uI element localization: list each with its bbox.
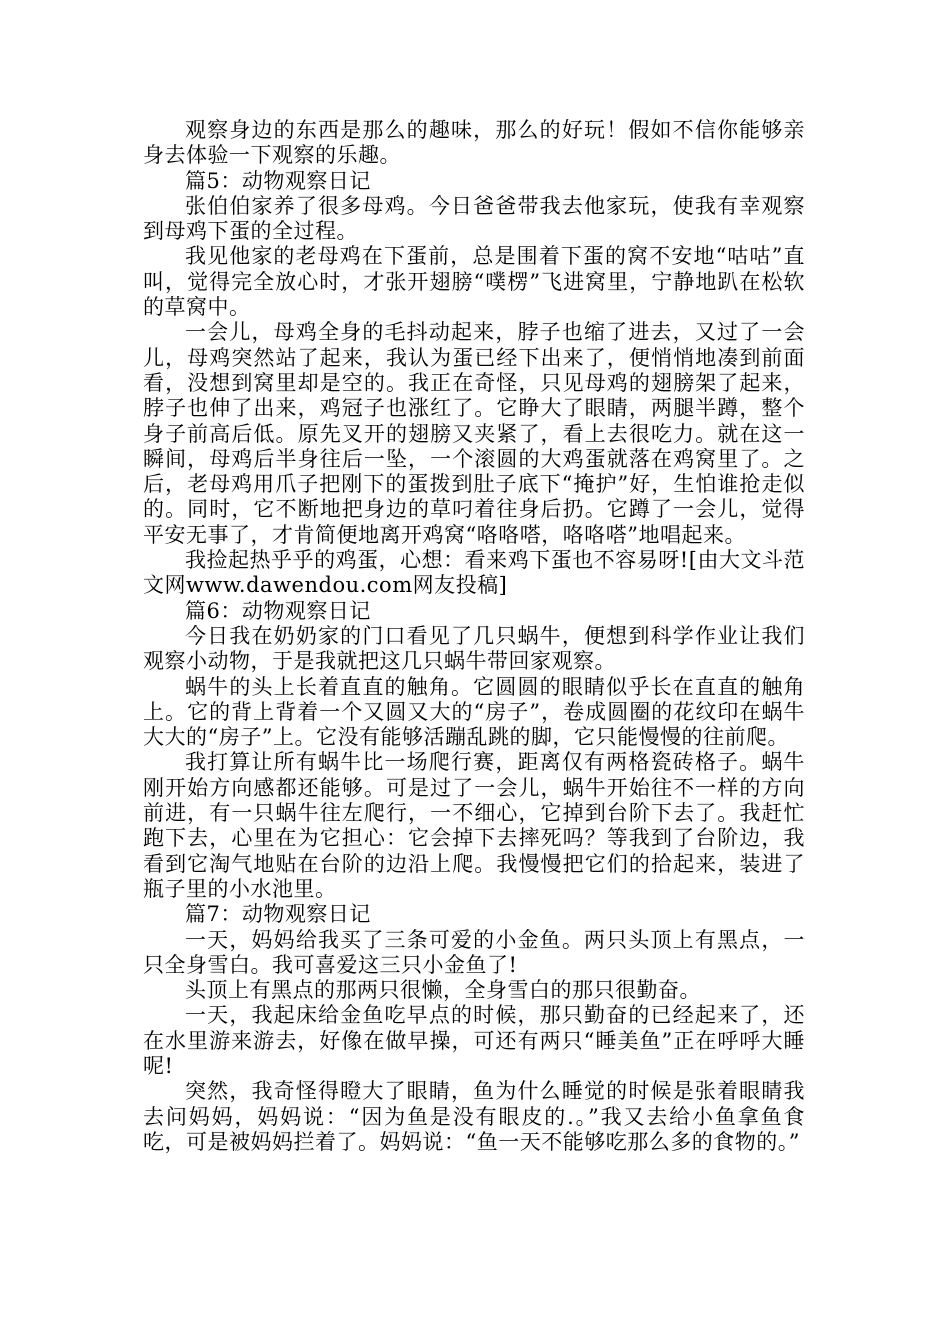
paragraph: 我打算让所有蜗牛比一场爬行赛，距离仅有两格瓷砖格子。蜗牛刚开始方向感都还能够。可是过了一会儿，蜗牛开始往不一样的方向前进，有一只蜗牛往左爬行，一不细心，它掉到台阶下去了。我赶忙跑下去，心里在为它担心：它会掉下去摔死吗？等我到了台阶边，我看到它淘气地贴在台阶的边沿上爬。我慢慢把它们的拾起来，装进了瓶子里的小水池里。	[143, 750, 805, 901]
paragraph: 张伯伯家养了很多母鸡。今日爸爸带我去他家玩，使我有幸观察到母鸡下蛋的全过程。	[143, 193, 805, 244]
paragraph: 一天，我起床给金鱼吃早点的时候，那只勤奋的已经起来了，还在水里游来游去，好像在做早操，可还有两只“睡美鱼”正在呼呼大睡呢!	[143, 1003, 805, 1078]
paragraph: 我见他家的老母鸡在下蛋前，总是围着下蛋的窝不安地“咕咕”直叫，觉得完全放心时，才张开翅膀“噗楞”飞进窝里，宁静地趴在松软的草窝中。	[143, 244, 805, 320]
paragraph: 头顶上有黑点的那两只很懒，全身雪白的那只很勤奋。	[185, 978, 701, 1003]
paragraph: 今日我在奶奶家的门口看见了几只蜗牛，便想到科学作业让我们观察小动物，于是我就把这几只蜗牛带回家观察。	[143, 623, 805, 674]
paragraph: 蜗牛的头上长着直直的触角。它圆圆的眼睛似乎长在直直的触角上。它的背上背着一个又圆又大的“房子”，卷成圆圈的花纹印在蜗牛大大的“房子”上。它没有能够活蹦乱跳的脚，它只能慢慢的往前爬。	[143, 674, 805, 750]
section-heading-7: 篇7：动物观察日记	[185, 902, 371, 927]
paragraph: 一天，妈妈给我买了三条可爱的小金鱼。两只头顶上有黑点，一只全身雪白。我可喜爱这三只小金鱼了!	[143, 927, 805, 977]
section-heading-5: 篇5：动物观察日记	[185, 168, 371, 193]
paragraph: 一会儿，母鸡全身的毛抖动起来，脖子也缩了进去，又过了一会儿，母鸡突然站了起来，我认为蛋已经下出来了，便悄悄地凑到前面看，没想到窝里却是空的。我正在奇怪，只见母鸡的翅膀架了起来，脖子也伸了出来，鸡冠子也涨红了。它睁大了眼睛，两腿半蹲，整个身子前高后低。原先叉开的翅膀又夹紧了，看上去很吃力。就在这一瞬间，母鸡后半身往后一坠，一个滚圆的大鸡蛋就落在鸡窝里了。之后，老母鸡用爪子把刚下的蛋拨到肚子底下“掩护”好，生怕谁抢走似的。同时，它不断地把身边的草叼着往身后扔。它蹲了一会儿，觉得平安无事了，才肯简便地离开鸡窝“咯咯嗒，咯咯嗒”地唱起来。	[143, 320, 805, 547]
paragraph: 我捡起热乎乎的鸡蛋，心想：看来鸡下蛋也不容易呀![由大文斗范文网www.dawendou.com网友投稿]	[143, 548, 805, 598]
section-heading-6: 篇6：动物观察日记	[185, 598, 371, 623]
paragraph: 突然，我奇怪得瞪大了眼睛，鱼为什么睡觉的时候是张着眼睛我去问妈妈，妈妈说：“因为鱼是没有眼皮的.。”我又去给小鱼拿鱼食吃，可是被妈妈拦着了。妈妈说：“鱼一天不能够吃那么多的食物的。”	[143, 1079, 805, 1154]
paragraph-intro-end: 观察身边的东西是那么的趣味，那么的好玩！假如不信你能够亲身去体验一下观察的乐趣。	[143, 118, 805, 168]
document-page	[143, 118, 805, 1155]
